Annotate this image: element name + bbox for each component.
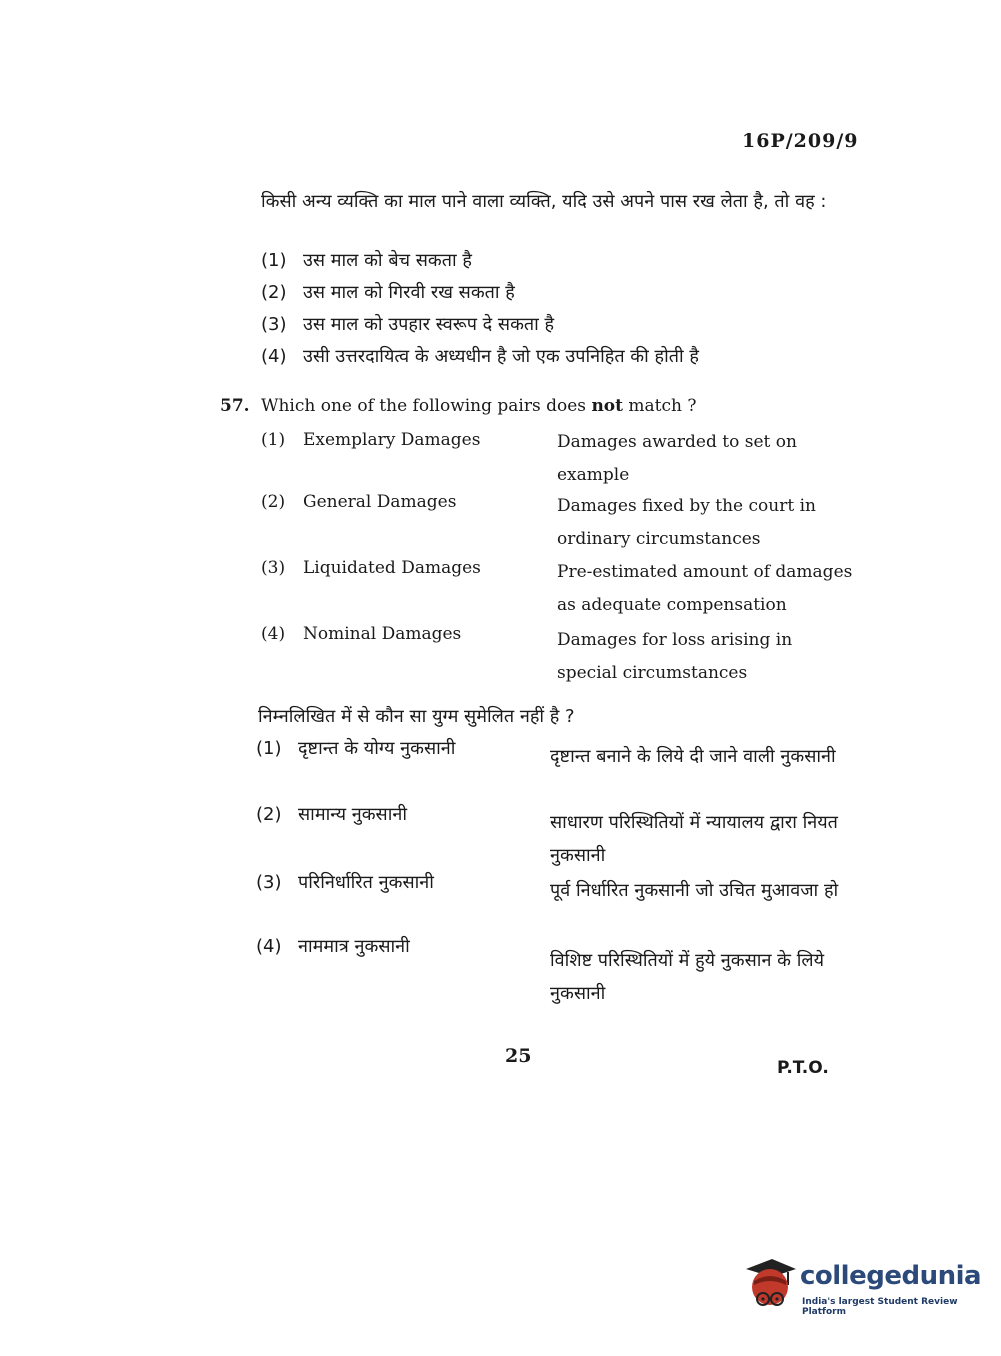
option-number: (1) (261, 250, 287, 271)
pair-term: Liquidated Damages (303, 558, 481, 578)
pair-term-4 (261, 624, 461, 644)
pair-number: (1) (261, 430, 286, 450)
pair-term: General Damages (303, 492, 457, 512)
question-text-part: Which one of the following pairs does (261, 396, 592, 416)
pair-number: (2) (256, 804, 282, 825)
hindi-pair-desc-1: दृष्टान्त बनाने के लिये दी जाने वाली नुकसानी (550, 746, 836, 767)
paper-code: 16P/209/9 (742, 130, 859, 152)
hindi-pair-term-4 (256, 934, 410, 958)
pair-term: परिनिर्धारित नुकसानी (298, 872, 434, 893)
collegedunia-logo (742, 1255, 982, 1317)
question-number: 57. (220, 396, 250, 416)
pair-number: (3) (256, 872, 282, 893)
option-text: उस माल को बेच सकता है (303, 250, 472, 271)
hindi-pair-desc-3: पूर्व निर्धारित नुकसानी जो उचित मुआवजा हो (550, 880, 839, 901)
pair-number: (2) (261, 492, 286, 512)
hindi-pair-desc-4: विशिष्ट परिस्थितियों में हुये नुकसान के लिये नुकसानी (550, 950, 825, 1004)
logo-tagline: India's largest Student Review Platform (802, 1297, 958, 1317)
previous-question-intro: किसी अन्य व्यक्ति का माल पाने वाला व्यक्ति, यदि उसे अपने पास रख लेता है, तो वह : (261, 191, 827, 212)
pair-number: (4) (256, 936, 282, 957)
option-number: (4) (261, 346, 287, 367)
pair-term: Nominal Damages (303, 624, 462, 644)
question-text (261, 396, 696, 416)
pair-term-2 (261, 492, 456, 512)
pair-desc-2: Damages fixed by the court in ordinary circumstances (557, 496, 816, 549)
question-text-part: match ? (623, 396, 697, 416)
previous-option-2 (261, 280, 515, 304)
option-number: (3) (261, 314, 287, 335)
page-number: 25 (505, 1045, 532, 1067)
hindi-question-text: निम्नलिखित में से कौन सा युग्म सुमेलित नहीं है ? (258, 706, 575, 727)
pair-number: (1) (256, 738, 282, 759)
logo-name: collegedunia (800, 1261, 982, 1291)
pair-term-3 (261, 558, 481, 578)
previous-option-4 (261, 344, 699, 368)
option-number: (2) (261, 282, 287, 303)
pto-label: P.T.O. (777, 1058, 829, 1078)
pair-term: सामान्य नुकसानी (298, 804, 408, 825)
pair-term-1 (261, 430, 480, 450)
previous-option-1 (261, 248, 472, 272)
hindi-pair-term-3 (256, 870, 434, 894)
mascot-icon (742, 1255, 798, 1315)
pair-desc-1: Damages awarded to set on example (557, 432, 797, 485)
pair-number: (4) (261, 624, 286, 644)
previous-option-3 (261, 312, 554, 336)
option-text: उस माल को उपहार स्वरूप दे सकता है (303, 314, 555, 335)
option-text: उसी उत्तरदायित्व के अध्यधीन है जो एक उपनिहित की होती है (303, 346, 699, 367)
hindi-pair-term-2 (256, 802, 407, 826)
hindi-pair-term-1 (256, 736, 455, 760)
option-text: उस माल को गिरवी रख सकता है (303, 282, 515, 303)
pair-desc-4: Damages for loss arising in special circumstances (557, 630, 793, 683)
pair-term: दृष्टान्त के योग्य नुकसानी (298, 738, 456, 759)
pair-desc-3: Pre-estimated amount of damages as adequate compensation (557, 562, 853, 615)
pair-number: (3) (261, 558, 286, 578)
pair-term: Exemplary Damages (303, 430, 481, 450)
question-text-emphasis: not (591, 396, 623, 416)
hindi-pair-desc-2: साधारण परिस्थितियों में न्यायालय द्वारा नियत नुकसानी (550, 812, 838, 866)
pair-term: नाममात्र नुकसानी (298, 936, 410, 957)
